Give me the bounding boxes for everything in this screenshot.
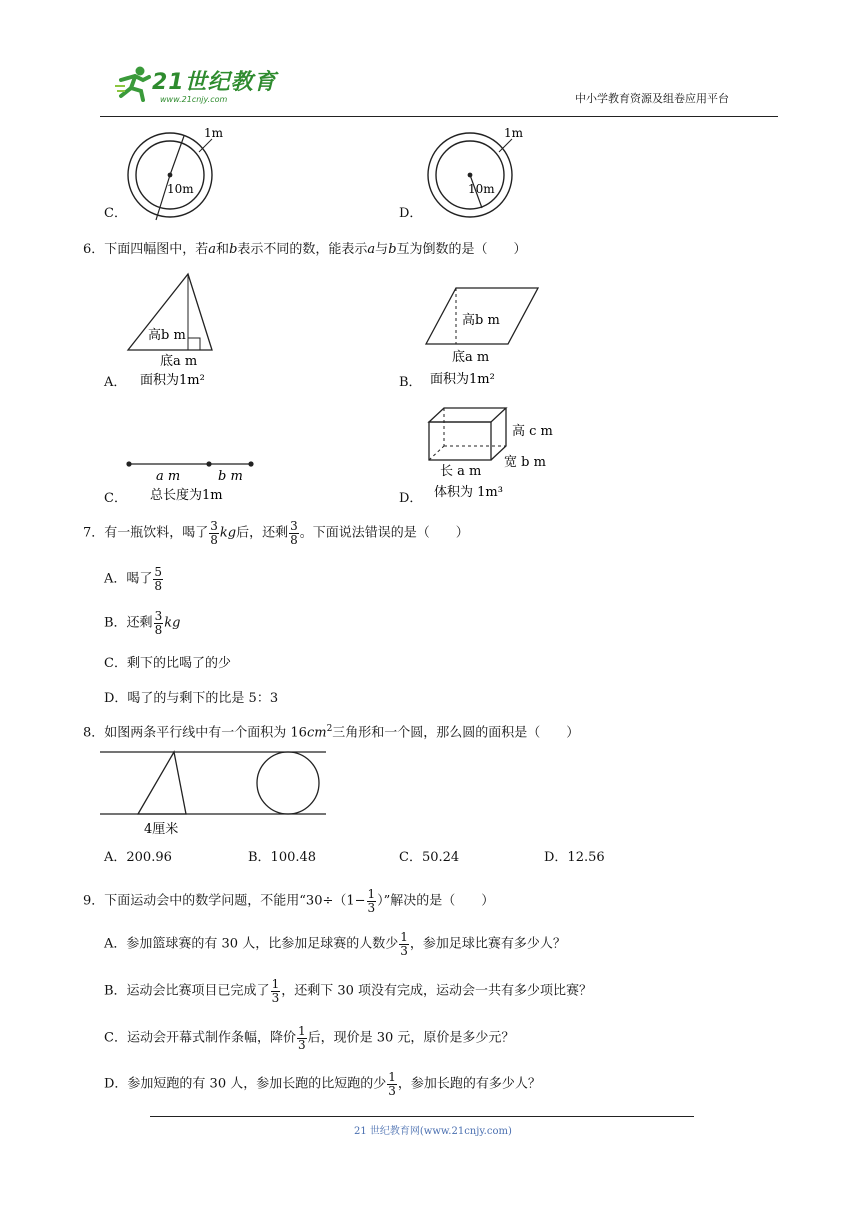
width-label: 宽 b m (504, 455, 546, 470)
triangle-figure (120, 266, 230, 386)
option-c-label: C． (104, 206, 127, 221)
segment-b-label: b m (218, 469, 243, 484)
ring-width-label: 1m (504, 126, 524, 140)
platform-name: 中小学教育资源及组卷应用平台 (575, 92, 729, 105)
parallel-lines-figure (100, 746, 330, 838)
header-rule (100, 116, 778, 117)
length-caption: 总长度为1m (150, 488, 223, 503)
option-b: B．还剩 $\frac{3}{8}$ kg (104, 609, 181, 637)
height-label: 高b m (462, 313, 500, 328)
footer-text: 21 世纪教育网(www.21cnjy.com) (354, 1126, 512, 1137)
height-label: 高 c m (512, 424, 553, 439)
option-a: A．200.96 (104, 850, 172, 865)
footer-rule (150, 1116, 694, 1117)
option-b-label: B． (399, 375, 422, 390)
header (0, 0, 860, 120)
length-label: 长 a m (440, 464, 482, 479)
base-label: 底a m (452, 350, 490, 365)
ring-figure-c (120, 122, 240, 222)
option-a-label: A． (104, 375, 127, 390)
parallelogram-figure (420, 280, 550, 390)
logo-runner-icon (113, 64, 153, 102)
volume-caption: 体积为 1m³ (434, 485, 503, 500)
area-caption: 面积为1m² (430, 372, 495, 387)
ring-width-label: 1m (204, 126, 224, 140)
option-d: D．参加短跑的有 30 人，参加长跑的比短跑的少 $\frac{1}{3}$ ，参加长跑的有多少人？ (104, 1070, 541, 1098)
option-b: B．运动会比赛项目已完成了 $\frac{1}{3}$ ，还剩下 30 项没有完成，运动会一共有多少项比赛？ (104, 977, 593, 1005)
question-6-stem: 6．下面四幅图中，若a和b表示不同的数，能表示a与b互为倒数的是（ ） (83, 242, 527, 257)
segment-a-label: a m (156, 469, 181, 484)
question-7-stem: 7．有一瓶饮料，喝了 $\frac{3}{8}$ kg后，还剩 $\frac{3}{8}$ 。下面说法错误的是（ ） (83, 519, 469, 547)
option-c: C．运动会开幕式制作条幅，降价 $\frac{1}{3}$ 后，现价是 30 元，原价是多少元？ (104, 1024, 515, 1052)
base-label: 底a m (160, 354, 198, 369)
radius-label: 10m (167, 182, 194, 196)
height-label: 高b m (148, 328, 186, 343)
segment-figure (120, 454, 260, 506)
option-d-label: D． (399, 491, 423, 506)
question-8-stem: 8．如图两条平行线中有一个面积为 $16cm^2$三角形和一个圆，那么圆的面积是（ ） (83, 724, 580, 741)
option-c: C．50.24 (399, 850, 460, 865)
triangle-base-label: 4厘米 (144, 822, 179, 837)
cuboid-figure (420, 402, 580, 506)
question-9-stem: 9．下面运动会中的数学问题，不能用“30÷（1− $\frac{1}{3}$ ）”解决的是（ ） (83, 887, 495, 915)
option-a: A．喝了 $\frac{5}{8}$ (104, 565, 163, 593)
area-caption: 面积为1m² (140, 373, 205, 386)
logo-url: www.21cnjy.com (160, 95, 228, 104)
radius-label: 10m (468, 182, 495, 196)
option-b: B．100.48 (248, 850, 317, 865)
option-a: A．参加篮球赛的有 30 人，比参加足球赛的人数少 $\frac{1}{3}$ ，参加足球比赛有多少人？ (104, 930, 566, 958)
ring-figure-d (420, 122, 540, 222)
option-d-label: D． (399, 206, 423, 221)
option-d: D．12.56 (544, 850, 605, 865)
option-c: C．剩下的比喝了的少 (104, 656, 231, 671)
option-d: D．喝了的与剩下的比是 5：3 (104, 691, 279, 706)
logo-text: 21世纪教育 (152, 70, 277, 95)
option-c-label: C． (104, 491, 127, 506)
